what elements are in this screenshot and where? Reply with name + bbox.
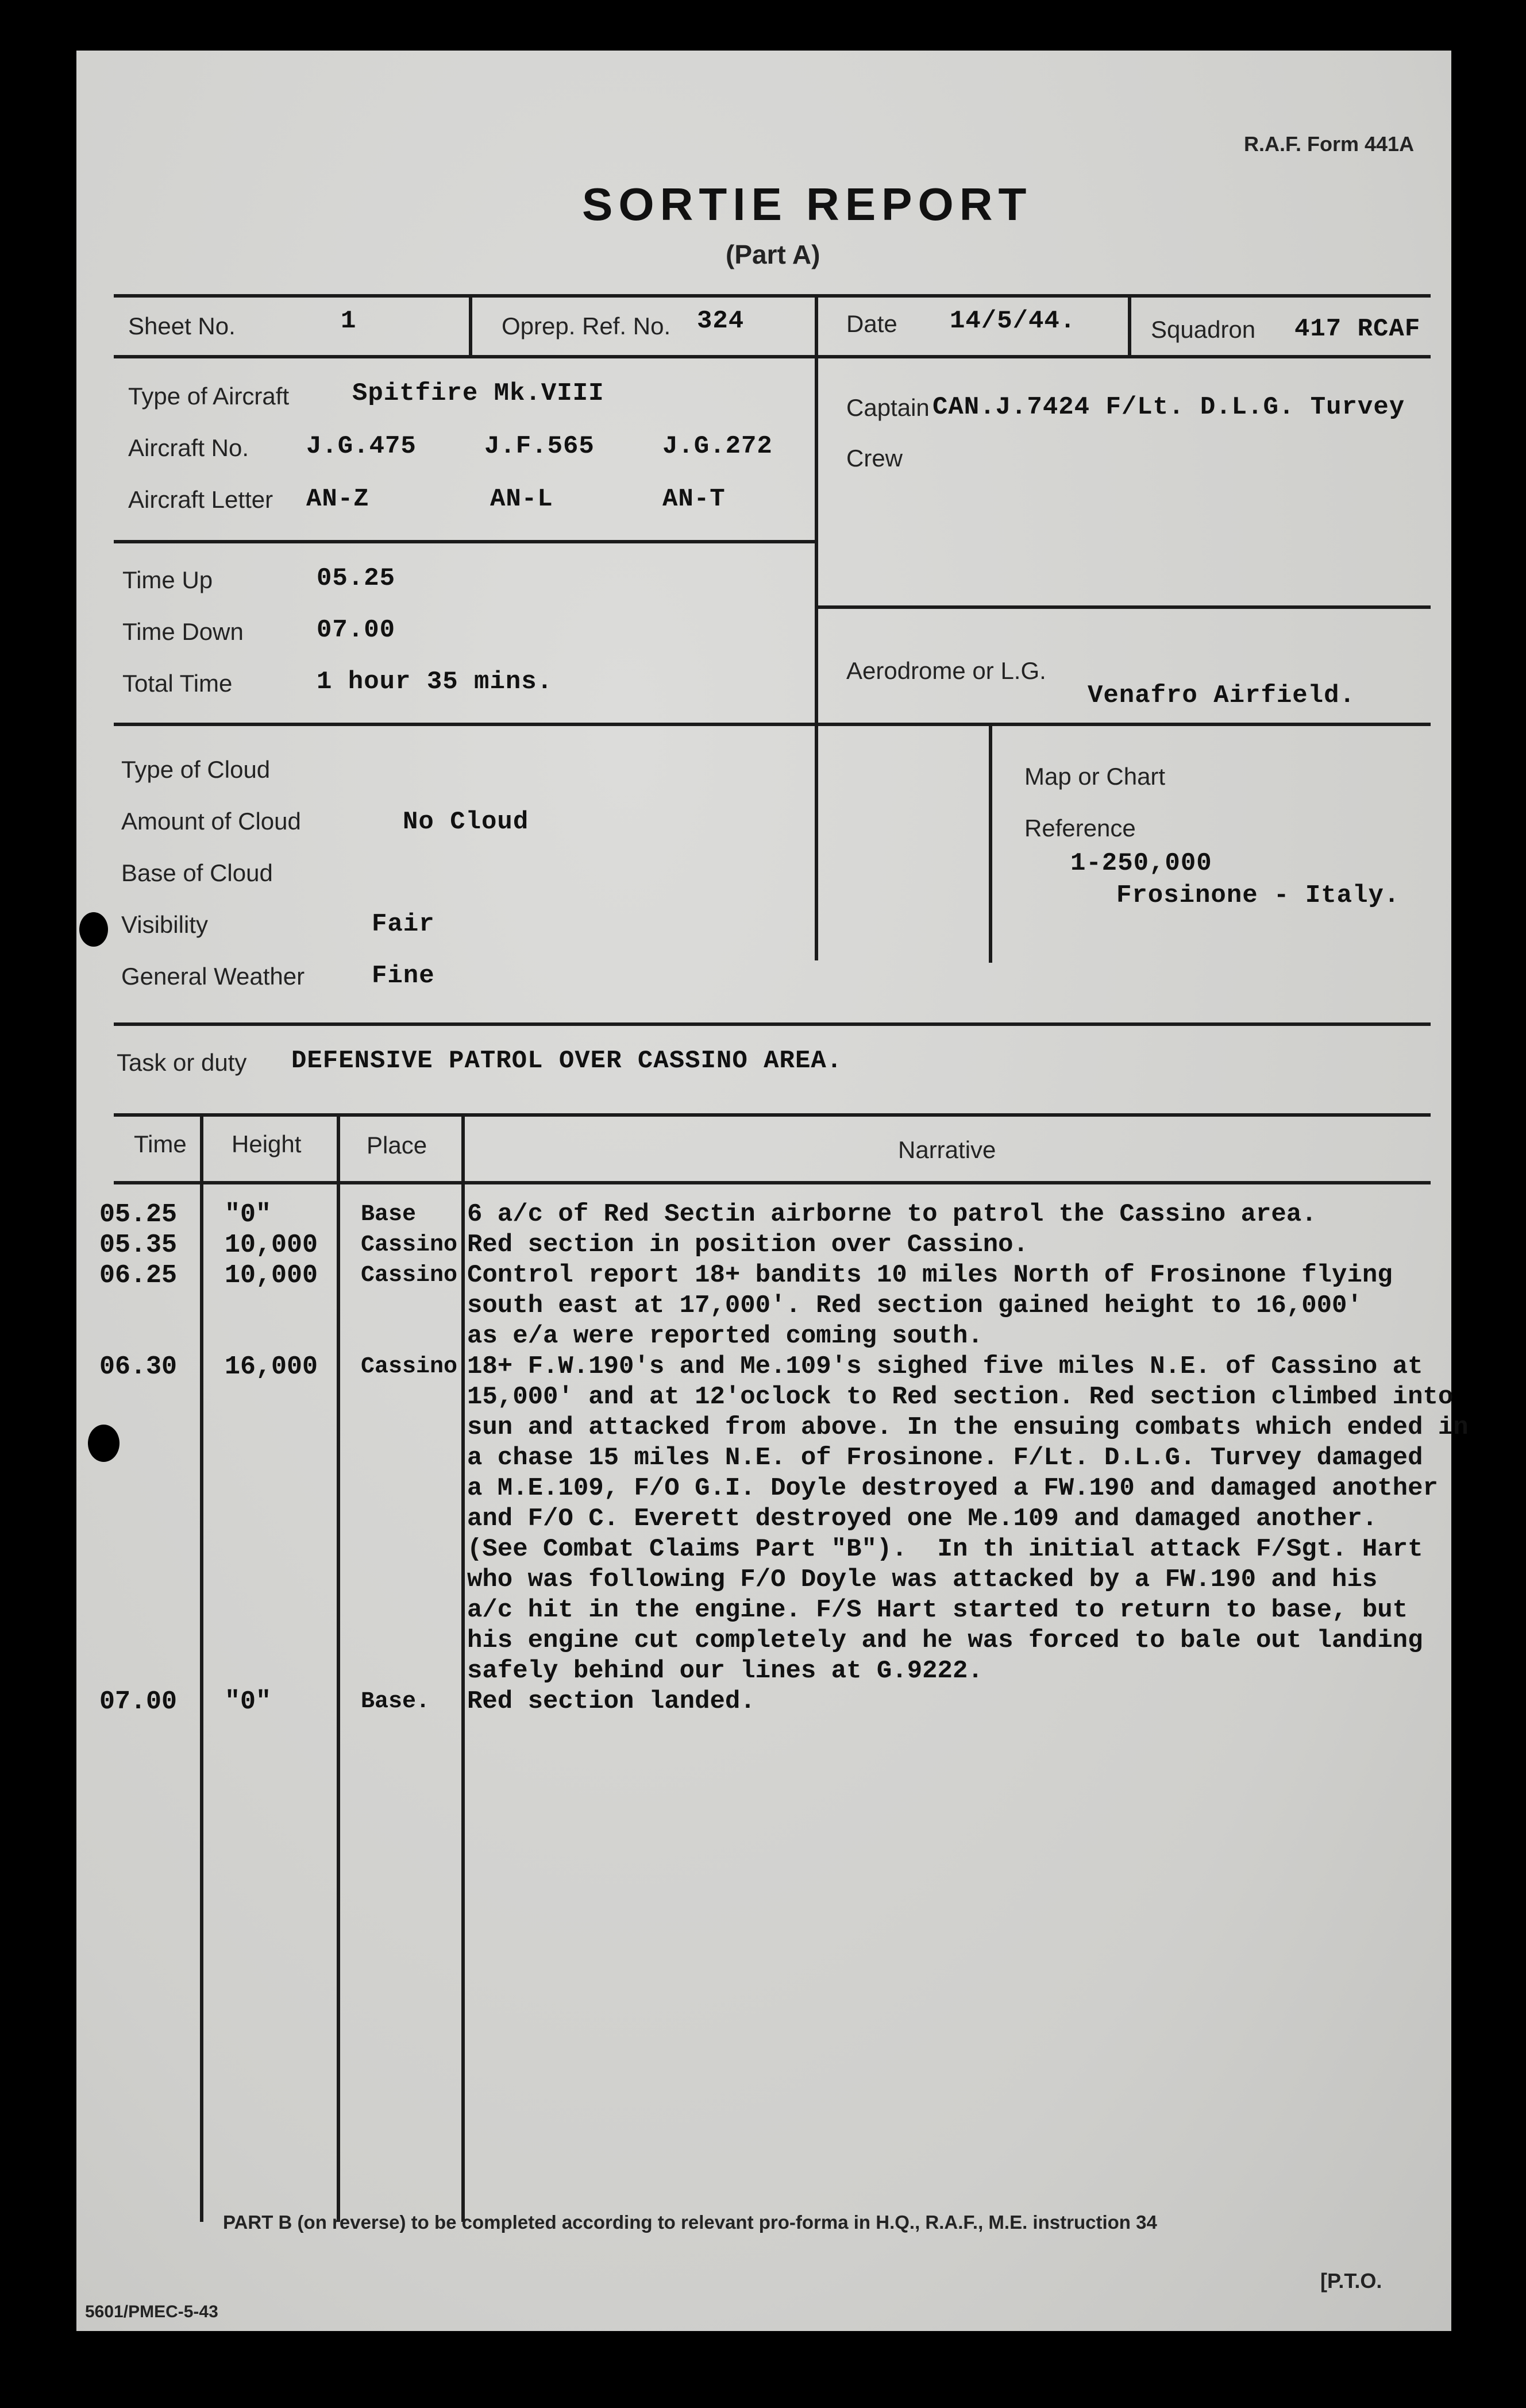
map-sheet: Frosinone - Italy. — [1116, 881, 1400, 910]
date-label: Date — [846, 310, 897, 337]
aircraft-no-1: J.G.475 — [306, 432, 417, 461]
sortie-report-page — [76, 51, 1469, 2331]
map-divider — [989, 723, 992, 963]
report-title: SORTIE REPORT — [582, 179, 1032, 230]
aerodrome-value: Venafro Airfield. — [1088, 681, 1355, 710]
task-value: DEFENSIVE PATROL OVER CASSINO AREA. — [291, 1047, 843, 1075]
pto-mark: [P.T.O. — [1320, 2269, 1382, 2293]
cloud-type-label: Type of Cloud — [121, 756, 271, 783]
sheet-value: 1 — [341, 307, 357, 335]
table-col-divider-3 — [461, 1113, 465, 2222]
general-weather-value: Fine — [372, 962, 435, 990]
part-b-note: PART B (on reverse) to be completed according to relevant pro-forma in H.Q., R.A.F., M.E. instruction 34 — [223, 2212, 1157, 2233]
aircraft-no-3: J.G.272 — [662, 432, 773, 461]
header-top-rule — [114, 294, 1431, 298]
oprep-label: Oprep. Ref. No. — [502, 312, 671, 339]
aircraft-letter-1: AN-Z — [306, 485, 369, 514]
squadron-value: 417 RCAF — [1294, 315, 1421, 344]
captain-label: Captain — [846, 394, 930, 421]
captain-value: CAN.J.7424 F/Lt. D.L.G. Turvey — [932, 393, 1405, 422]
map-scale: 1-250,000 — [1070, 849, 1212, 878]
visibility-value: Fair — [372, 910, 435, 939]
report-subtitle: (Part A) — [726, 240, 820, 269]
ink-blot — [88, 1425, 120, 1462]
col-header-time: Time — [134, 1130, 187, 1157]
table-top-rule — [114, 1113, 1431, 1117]
general-weather-label: General Weather — [121, 963, 305, 990]
table-header-rule — [114, 1181, 1431, 1184]
table-col-divider-1 — [200, 1113, 203, 2222]
aircraft-letter-2: AN-L — [490, 485, 553, 514]
col-header-narrative: Narrative — [898, 1136, 996, 1163]
aircraft-letter-3: AN-T — [662, 485, 726, 514]
total-time-value: 1 hour 35 mins. — [317, 667, 553, 696]
crew-bottom-rule — [817, 605, 1431, 609]
header-divider-2 — [1128, 294, 1131, 357]
total-time-label: Total Time — [122, 670, 233, 697]
aircraft-no-label: Aircraft No. — [128, 434, 249, 461]
visibility-label: Visibility — [121, 911, 208, 938]
time-down-label: Time Down — [122, 618, 244, 645]
time-down-value: 07.00 — [317, 616, 396, 645]
weather-bottom-rule — [114, 1022, 1431, 1026]
col-header-height: Height — [232, 1130, 302, 1157]
form-number: R.A.F. Form 441A — [1244, 132, 1415, 156]
time-column: 05.25 05.35 06.25 06.30 07.00 — [99, 1200, 178, 1716]
task-label: Task or duty — [117, 1049, 247, 1076]
aircraft-type-value: Spitfire Mk.VIII — [352, 379, 604, 408]
header-bottom-rule — [114, 355, 1431, 358]
place-column: Base Cassino Cassino Cassino Base. — [361, 1202, 458, 1715]
col-header-place: Place — [367, 1132, 427, 1159]
map-label: Map or Chart — [1024, 763, 1166, 790]
aircraft-type-label: Type of Aircraft — [128, 383, 290, 410]
aerodrome-label: Aerodrome or L.G. — [846, 657, 1046, 684]
ink-blot — [79, 912, 108, 947]
times-bottom-rule — [114, 723, 1431, 726]
narrative-text: 6 a/c of Red Sectin airborne to patrol the Cassino area. Red section in position over Cassino. Control report 18+ bandits 10 miles North of Frosinone flying south east at 17,000'. Red section gained height to 16,000' as e/a were reported coming south. 18+ F.W.190's and Me.109's sighed five miles N.E. of Cassino at 15,000' and at 12'oclock to Red section. Red section climbed into sun and attacked from above. In the ensuing combats which ended in a chase 15 miles N.E. of Frosinone. F/Lt. D.L.G. Turvey damaged a M.E.109, F/O G.I. Doyle destroyed a FW.190 and damaged another and F/O C. Everett destroyed one Me.109 and damaged another. (See Combat Claims Part "B"). In th initial attack F/Sgt. Hart who was following F/O Doyle was attacked by a FW.190 and his a/c hit in the engine. F/S Hart started to return to base, but his engine cut completely and he was forced to bale out landing safely behind our lines at G.9222. Red section landed. — [467, 1200, 1469, 1716]
crew-label: Crew — [846, 445, 903, 472]
center-divider — [815, 294, 818, 960]
time-up-value: 05.25 — [317, 564, 396, 593]
print-code: 5601/PMEC-5-43 — [85, 2302, 218, 2321]
time-up-label: Time Up — [122, 566, 213, 593]
cloud-amount-label: Amount of Cloud — [121, 808, 301, 835]
table-col-divider-2 — [337, 1113, 340, 2222]
aircraft-letter-label: Aircraft Letter — [128, 486, 273, 513]
cloud-amount-value: No Cloud — [403, 808, 529, 836]
date-value: 14/5/44. — [950, 307, 1076, 335]
aircraft-bottom-rule — [114, 540, 817, 543]
squadron-label: Squadron — [1151, 316, 1256, 343]
header-divider-1 — [469, 294, 472, 357]
height-column: "0" 10,000 10,000 16,000 "0" — [225, 1200, 318, 1716]
map-reference-label: Reference — [1024, 815, 1136, 842]
sheet-label: Sheet No. — [128, 312, 236, 339]
oprep-value: 324 — [697, 307, 745, 335]
cloud-base-label: Base of Cloud — [121, 859, 273, 886]
aircraft-no-2: J.F.565 — [484, 432, 595, 461]
